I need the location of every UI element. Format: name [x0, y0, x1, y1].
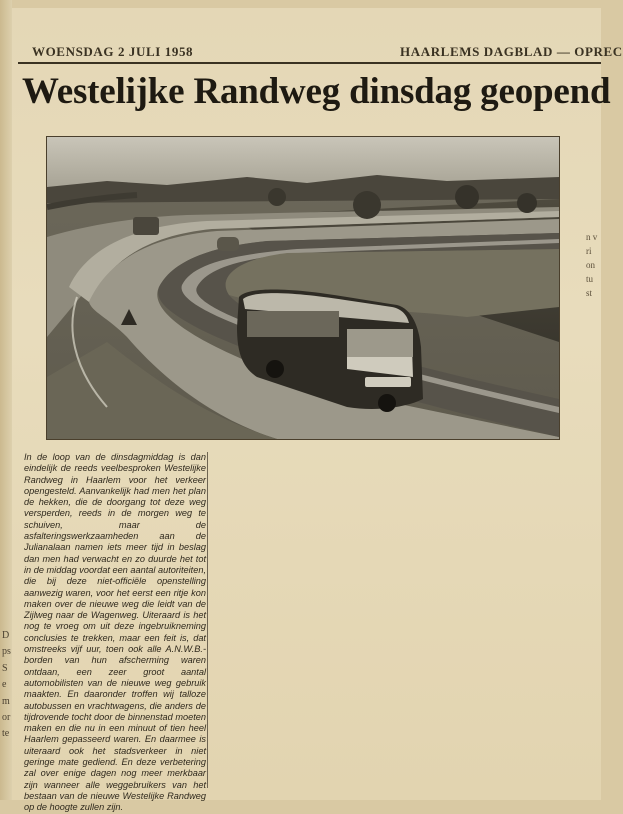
clipped-left-column-fragment: D ps S e m or te	[2, 630, 11, 740]
clipped-right-column-fragment: n v ri on tu st	[586, 232, 598, 298]
column-rule	[207, 452, 208, 788]
masthead	[18, 40, 623, 60]
road-photo-illustration	[47, 137, 559, 439]
empty-column-area	[210, 455, 586, 788]
masthead-paper-name: HAARLEMS DAGBLAD — OPREC	[400, 44, 623, 59]
masthead-rule	[18, 62, 601, 64]
article-body: In de loop van de dinsdagmiddag is dan eindelijk de reeds veelbesproken Westelijke Randweg in Haarlem voor het verkeer opengesteld. Aanvankelijk had men het plan de hekken, die de doorgang tot deze weg versperden, reeds in de morgen weg te schuiven, maar de asfalteringswerkzaamheden aan de Julianalaan namen iets meer tijd in beslag dan men had verwacht en zo duurde het tot in de middag voordat een aantal autoriteiten, die bij deze niet-officiële openstelling aanwezig waren, voor het eerst een ritje kon maken over de nieuwe weg die leidt van de Zijlweg naar de Wagenweg. Uiteraard is het nog te vroeg om uit deze ingebruikneming conclusies te trekken, maar een feit is, dat omstreeks vijf uur, toen ook alle A.N.W.B.-borden van hun afscherming waren ontdaan, een zeer groot aantal automobilisten van de nieuwe weg gebruik maakten. En daaronder troffen wij talloze autobussen en vrachtwagens, die anders de tijdrovende tocht door de binnenstad moeten maken en die nu in een minuut of tien heel Haarlem gepasseerd waren. En daarmee is uiteraard ook het stadsverkeer in niet geringe mate gediend. En deze verbetering zal over enige dagen nog meer merkbaar zijn wanneer alle weggebruikers van het bestaan van de nieuwe Westelijke Randweg op de hoogte zullen zijn.	[24, 452, 206, 813]
article-headline: Westelijke Randweg dinsdag geopend	[22, 71, 611, 112]
article-photo	[46, 136, 560, 440]
masthead-date: WOENSDAG 2 JULI 1958	[32, 44, 194, 59]
